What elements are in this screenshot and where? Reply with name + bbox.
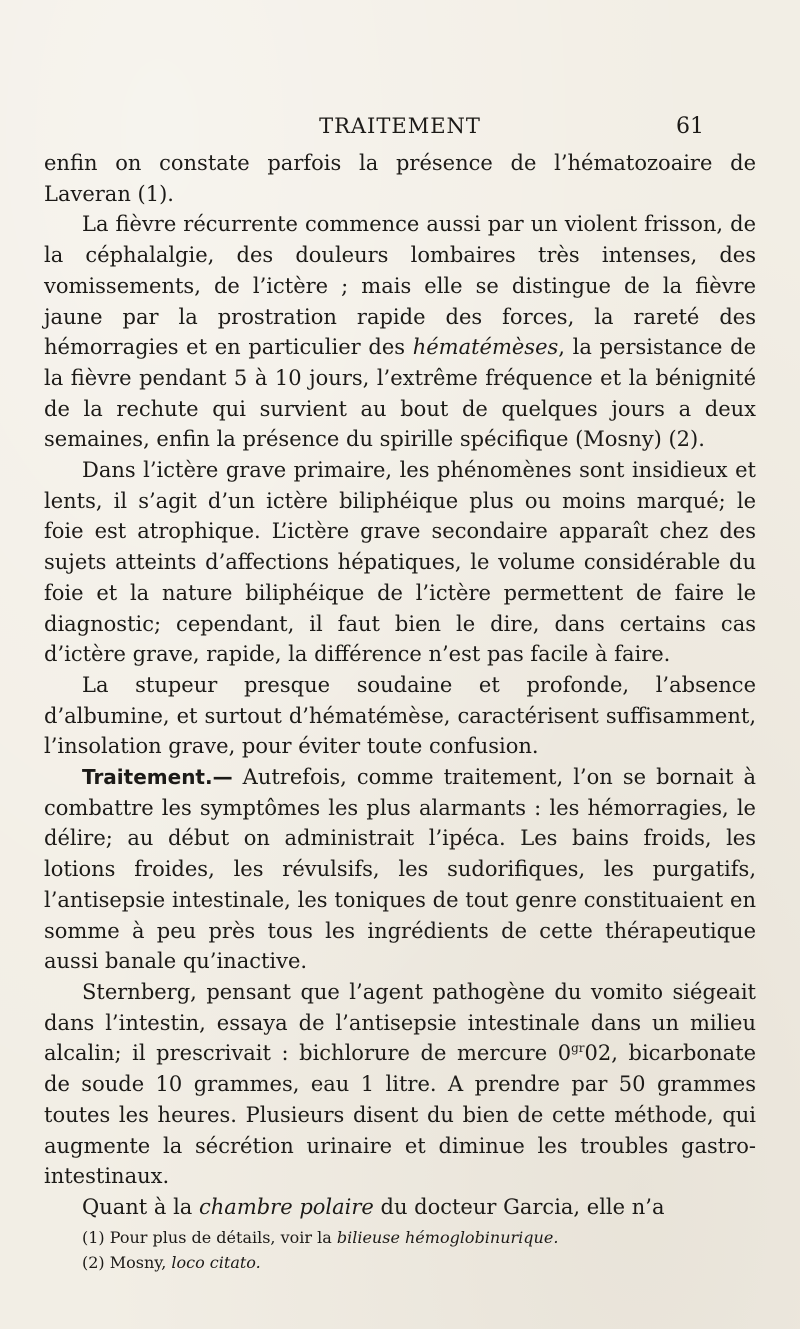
paragraph-text: , la persistance de la fièvre pendant 5 à 10 jours, l’extrême fréquence et la bénignité de la rechute qui survient au bout de quelques jours a deux semaines, enfin la présence du spirille spécifique (Mosny) (2). — [44, 335, 756, 452]
superscript-unit: gr — [571, 1041, 585, 1056]
paragraph-chambre-polaire — [44, 1192, 756, 1223]
footnote-text: (1) Pour plus de détails, voir la — [82, 1228, 337, 1247]
paragraph-text: du docteur Garcia, elle n’a — [373, 1194, 665, 1219]
page-number: 61 — [676, 114, 704, 139]
paragraph-text: enfin on constate parfois la présence de l’hématozoaire de Laveran (1). — [44, 151, 756, 206]
paragraph-text: La stupeur presque soudaine et profonde, l’absence d’albumine, et surtout d’hématémèse, caractérisent suffisamment, l’insolation grave, pour éviter toute confusion. — [44, 672, 756, 759]
footnote-2 — [82, 1250, 742, 1275]
body-text — [44, 148, 756, 1223]
paragraph-sternberg — [44, 977, 756, 1192]
section-run-head: Traitement.— — [82, 765, 233, 790]
italic-term: hématémèses — [412, 335, 559, 360]
page-header — [0, 114, 800, 144]
paragraph-fievre-recurrente — [44, 209, 756, 455]
paragraph-traitement — [44, 762, 756, 977]
paragraph-text: Quant à la — [82, 1194, 200, 1219]
paragraph-text: Autrefois, comme traitement, l’on se bornait à combattre les symptômes les plus alarmants : les hémorragies, le délire; au début on administrait l’ipéca. Les bains froids, les lotions froides, les révulsifs, les sudorifiques, les purgatifs, l’antisepsie intestinale, les toniques de tout genre constituaient en somme à peu près tous les ingrédients de cette thérapeutique aussi banale qu’inactive. — [44, 765, 756, 974]
paragraph-text: La fièvre récurrente commence aussi par un violent frisson, de la céphalalgie, des douleurs lombaires très intenses, des vomissements, de l’ictère ; mais elle se distingue de la fièvre jaune par la prostration rapide des forces, la rareté des hémorragies et en particulier des — [44, 212, 756, 360]
italic-term: chambre polaire — [199, 1194, 374, 1219]
footnote-1 — [82, 1225, 742, 1250]
footnotes — [82, 1225, 742, 1275]
paragraph-ictere-grave — [44, 455, 756, 670]
footnote-italic: loco citato. — [171, 1253, 261, 1272]
paragraph-text: Dans l’ictère grave primaire, les phénomènes sont insidieux et lents, il s’agit d’un ictère biliphéique plus ou moins marqué; le foie est atrophique. L’ictère grave secondaire apparaît chez des sujets atteints d’affections hépatiques, le volume considérable du foie et la nature biliphéique de l’ictère permettent de faire le diagnostic; cependant, il faut bien le dire, dans certains cas d’ictère grave, rapide, la différence n’est pas facile à faire. — [44, 458, 756, 667]
paragraph-text: Sternberg, pensant que l’agent pathogène du vomito siégeait dans l’intestin, essaya de l’antisepsie intestinale dans un milieu alcalin; il prescrivait : bichlorure de mercure 0 — [44, 979, 756, 1066]
paragraph-text: 02, bicarbonate de soude 10 grammes, eau 1 litre. A prendre par 50 grammes toutes les heures. Plusieurs disent du bien de cette méthode, qui augmente la sécrétion urinaire et diminue les troubles gastro-intestinaux. — [44, 1041, 756, 1189]
paragraph-insolation — [44, 670, 756, 762]
running-title: TRAITEMENT — [319, 114, 481, 138]
paragraph-continued — [44, 148, 756, 209]
footnote-italic: bilieuse hémoglobinurique. — [336, 1228, 559, 1247]
footnote-text: (2) Mosny, — [82, 1253, 172, 1272]
